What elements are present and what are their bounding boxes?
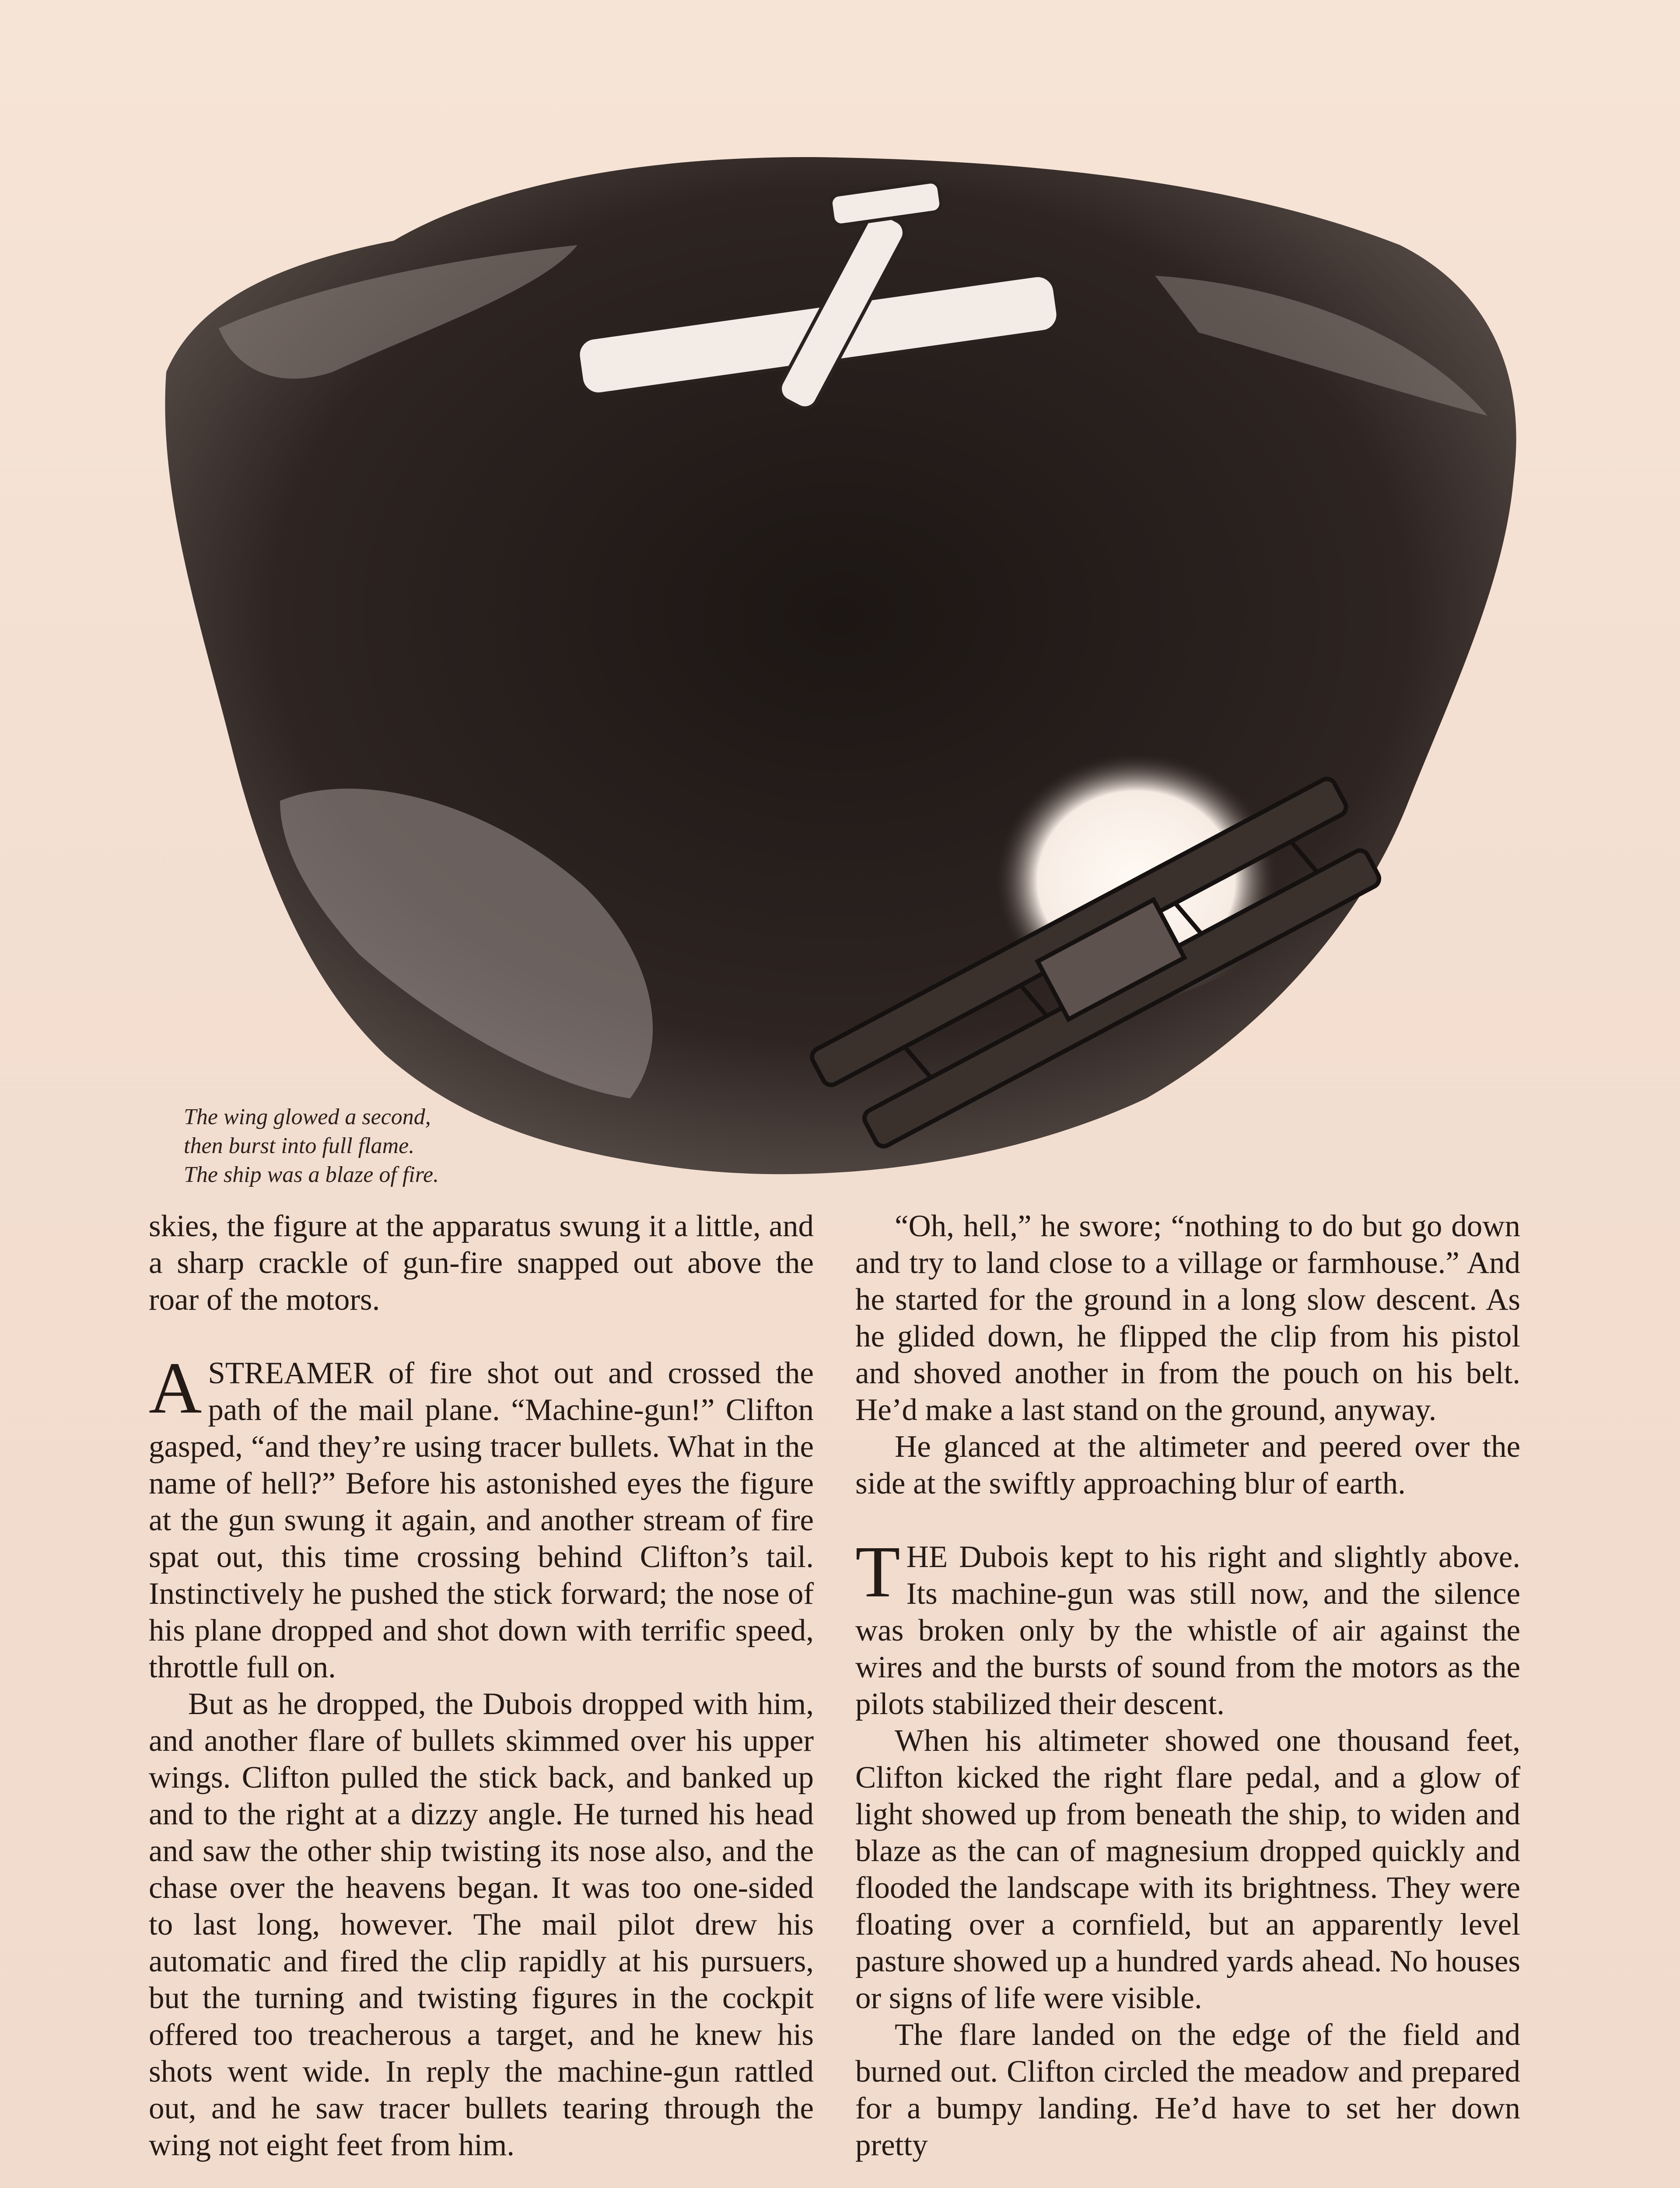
text-column-right [855, 1208, 1520, 2163]
caption-line-1: The wing glowed a second, [184, 1105, 431, 1129]
paragraph-dropcap [855, 1531, 1520, 1722]
paragraph: But as he dropped, the Dubois dropped with him, and another flare of bullets skimmed over his upper wings. Clifton pulled the stick back, and banked up and to the right at a dizzy angle. He turned his head and saw the other ship twisting its nose also, and the chase over the heavens began. It was too one-sided to last long, however. The mail pilot drew his automatic and fired the clip rapidly at his pursuers, but the turning and twisting figures in the cockpit offered too treacherous a target, and he knew his shots went wide. In reply the machine-gun rattled out, and he saw tracer bullets tearing through the wing not eight feet from him. [149, 1687, 814, 2162]
dropcap-letter: A [149, 1347, 202, 1429]
paragraph-dropcap [149, 1347, 814, 1686]
paragraph: skies, the figure at the apparatus swung it a little, and a sharp crackle of gun-fire snapped out above the roar of the motors. [149, 1209, 814, 1317]
paragraph: “Oh, hell,” he swore; “nothing to do but go down and try to land close to a village or farmhouse.” And he started for the ground in a long slow descent. As he glided down, he flipped the clip from his pistol and shoved another in from the pouch on his belt. He’d make a last stand on the ground, anyway. [855, 1209, 1520, 1427]
paragraph: He glanced at the altimeter and peered over the side at the swiftly approaching blur of earth. [855, 1430, 1520, 1501]
illustration-drawing [149, 144, 1536, 1195]
caption-line-3: The ship was a blaze of fire. [184, 1162, 439, 1187]
illustration-caption [184, 1103, 621, 1189]
paragraph: When his altimeter showed one thousand feet, Clifton kicked the right flare pedal, and a glow of light showed up from beneath the ship, to widen and blaze as the can of magnesium dropped quickly and flooded the landscape with its brightness. They were floating over a cornfield, but an apparently level pasture showed up a hundred yards ahead. No houses or signs of life were visible. [855, 1724, 1520, 2015]
paragraph-text: STREAMER of fire shot out and crossed the path of the mail plane. “Machine-gun!” Clifton gasped, “and they’re using tracer bullets. What in the name of hell?” Before his astonished eyes the figure at the gun swung it again, and another stream of fire spat out, this time crossing behind Clifton’s tail. Instinctively he pushed the stick forward; the nose of his plane dropped and shot down with terrific speed, throttle full on. [149, 1356, 814, 1684]
text-column-left [149, 1208, 814, 2163]
illustration-planes-dogfight [149, 144, 1536, 1195]
dropcap-letter: T [855, 1531, 900, 1613]
paragraph: The flare landed on the edge of the field and burned out. Clifton circled the meadow and prepared for a bumpy landing. He’d have to set her down pretty [855, 2018, 1520, 2162]
caption-line-2: then burst into full flame. [184, 1133, 415, 1158]
paragraph-text: HE Dubois kept to his right and slightly above. Its machine-gun was still now, and the silence was broken only by the whistle of air against the wires and the bursts of sound from the motors as the pilots stabilized their descent. [855, 1540, 1520, 1721]
